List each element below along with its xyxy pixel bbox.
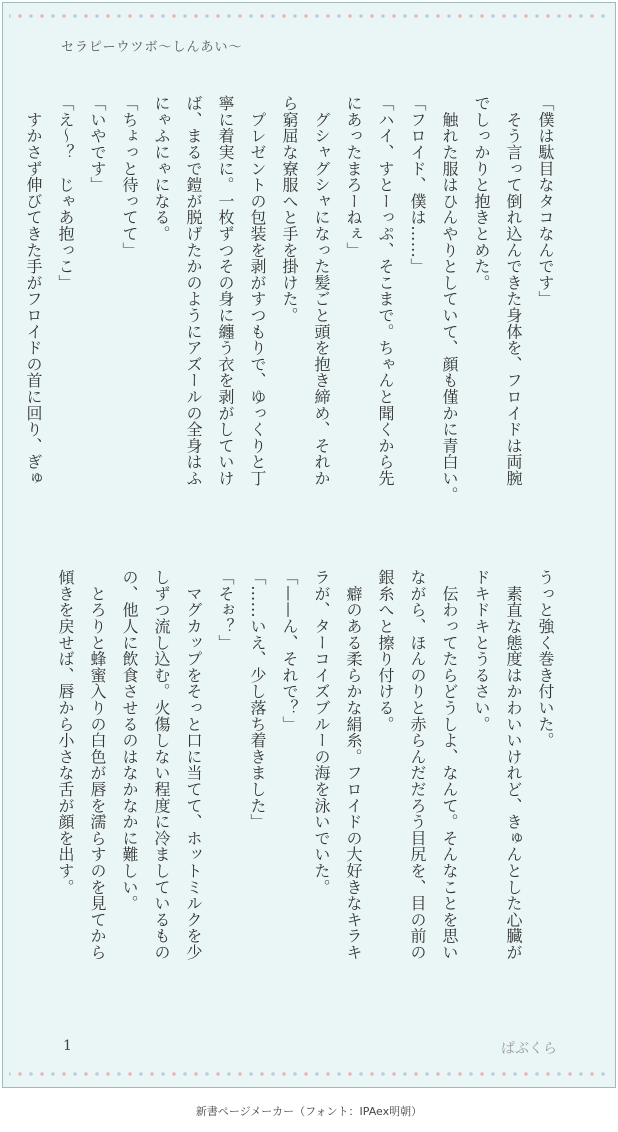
text-line: 「——ん、それで？」 [280,569,299,732]
text-line: とろりと蜂蜜入りの白色が唇を濡らすのを見てから [88,569,107,961]
text-line: 「そぉ？」 [216,569,235,651]
text-line: 「ハイ、すとーっぷ、そこまで。ちゃんと聞くから先 [376,95,395,487]
bottom-dot-border [9,1071,609,1077]
generator-credit: 新書ページメーカー（フォント：IPAex明朝） [195,1105,423,1118]
lower-text-block [49,569,561,999]
text-line: にあったまろーねぇ」 [344,95,363,258]
text-line: でしっかりと抱きとめた。 [472,95,491,291]
text-line: プレゼントの包装を剥がすつもりで、ゆっくりと丁 [248,95,267,487]
text-line: 触れた服はひんやりとしていて、顔も僅かに青白い。 [440,95,459,503]
text-line: しずつ流し込む。火傷しない程度に冷ましているもの [152,569,171,961]
upper-text-block [24,95,561,525]
text-line: うっと強く巻き付いた。 [536,569,555,749]
text-line: ば、まるで鎧が脱げたかのようにアズールの全身はふ [184,95,203,487]
text-line: 「え〜？ じゃあ抱っこ」 [56,95,75,291]
text-line: ラが、ターコイズブルーの海を泳いでいた。 [312,569,331,895]
page-number: 1 [63,1038,72,1054]
author-name: ぱぶくら [501,1041,557,1057]
text-line: ら窮屈な寮服へと手を掛けた。 [280,95,299,324]
running-title: セラピーウツボ〜しんあい〜 [61,40,243,55]
text-line: 傾きを戻せば、唇から小さな舌が顔を出す。 [56,569,75,895]
top-dot-border [9,13,609,19]
text-line: 寧に着実に。一枚ずつその身に纏う衣を剥がしていけ [216,95,235,487]
text-line: 「ちょっと待ってて」 [120,95,139,258]
text-line: 銀糸へと擦り付ける。 [376,569,395,732]
text-line: マグカップをそっと口に当てて、ホットミルクを少 [184,569,203,961]
text-line: 「いやです」 [88,95,107,193]
text-line: 「……いえ、少し落ち着きました」 [248,569,267,830]
text-line: ドキドキとうるさい。 [472,569,491,732]
text-line: の、他人に飲食させるのはなかなかに難しい。 [120,569,139,912]
text-line: ながら、ほんのりと赤らんだだろう目尻を、目の前の [408,569,427,961]
text-line: にゃふにゃになる。 [152,95,171,242]
text-line: グシャグシャになった髪ごと頭を抱き締め、それか [312,95,331,487]
text-line: 「フロイド、僕は……」 [408,95,427,275]
text-line: 「僕は駄目なタコなんです」 [536,95,555,307]
text-line: そう言って倒れ込んできた身体を、フロイドは両腕 [504,95,523,487]
text-line: 伝わってたらどうしよ、なんて。そんなことを思い [440,569,459,961]
text-line: 癖のある柔らかな絹糸。フロイドの大好きなキラキ [344,569,363,961]
text-line: すかさず伸びてきた手がフロイドの首に回り、ぎゅ [24,95,43,487]
text-line: 素直な態度はかわいいけれど、きゅんとした心臓が [504,569,523,961]
book-page [2,2,616,1088]
